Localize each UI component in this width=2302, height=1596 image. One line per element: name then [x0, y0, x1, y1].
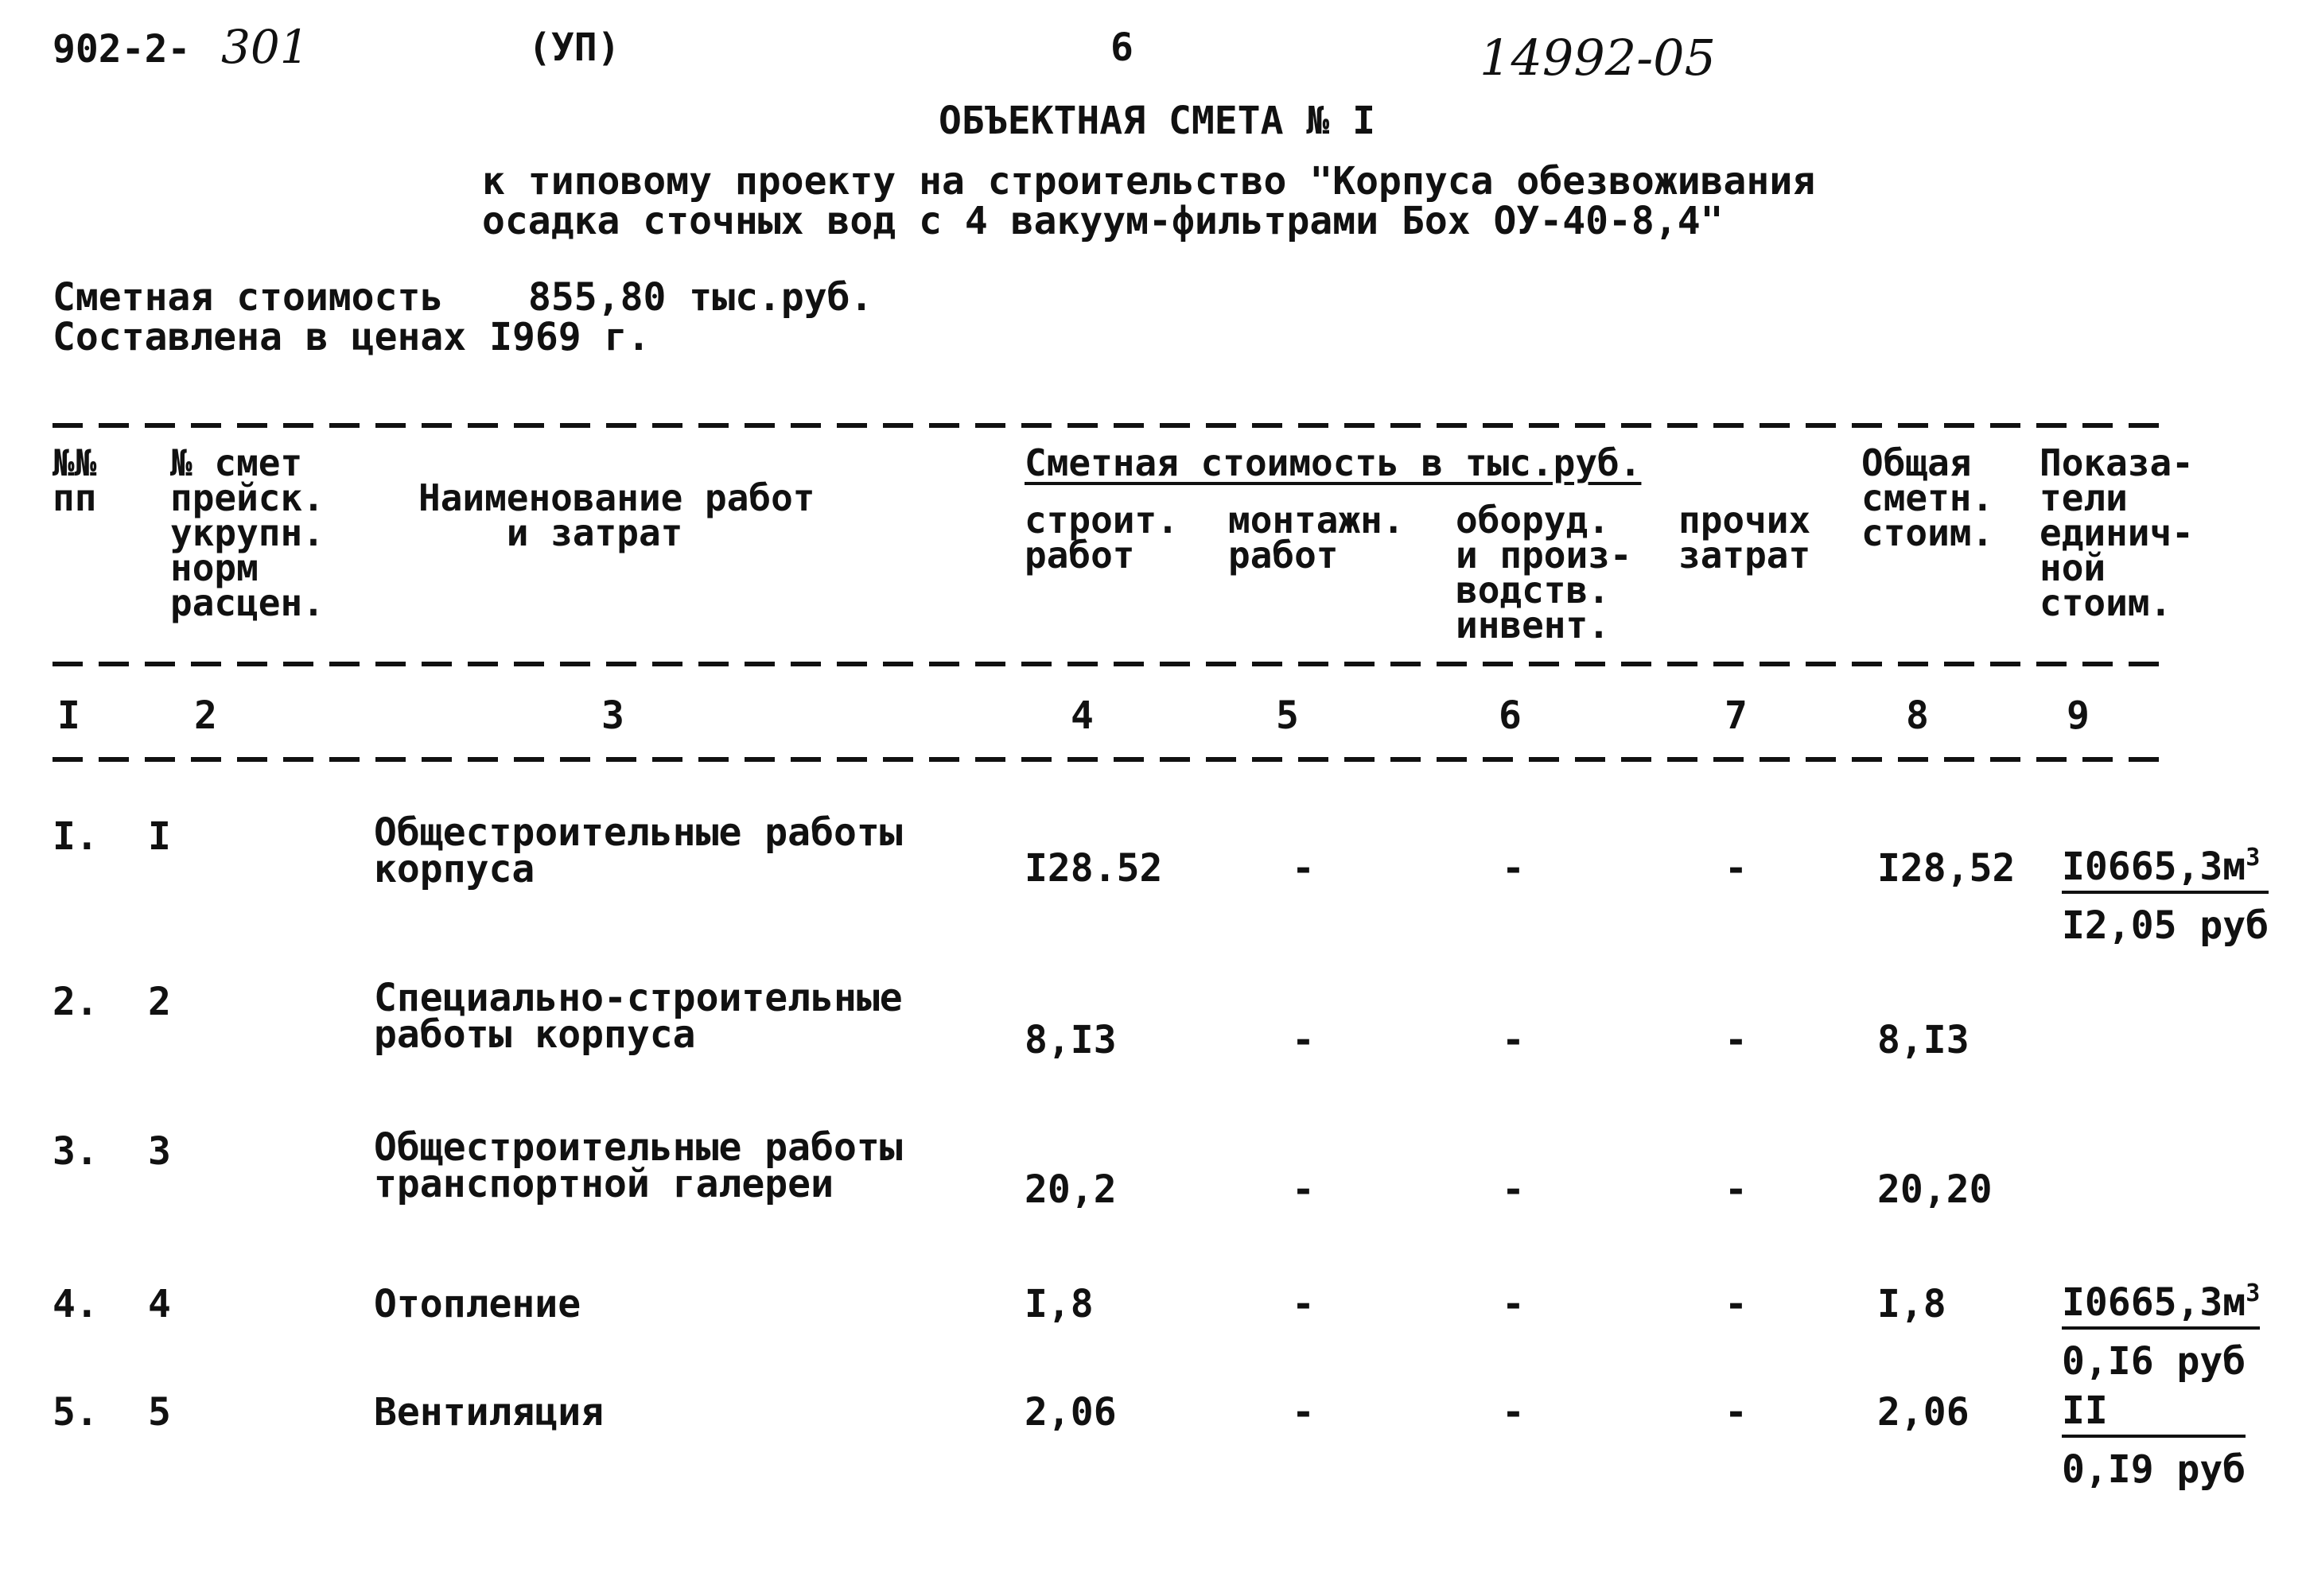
title-line-2: осадка сточных вод с 4 вакуум-фильтрами Бох ОУ-40-8,4"	[482, 199, 1724, 243]
header-work-name: Наименование работ и затрат	[418, 476, 815, 554]
document-title: ОБЪЕКТНАЯ СМЕТА № I	[939, 99, 1376, 143]
row-construction-cost: 8,I3	[1025, 1018, 1117, 1062]
header-cost-group: Сметная стоимость в тыс.руб.	[1025, 441, 1642, 484]
document-code: 902-2-	[52, 27, 191, 72]
row-estimate-code: 5	[148, 1390, 171, 1435]
indicator-exponent: 3	[2246, 1280, 2261, 1307]
header-estimate-code: № смет прейск. укрупн. норм расцен.	[170, 441, 325, 624]
row-work-name: Вентиляция	[374, 1390, 604, 1435]
col-number-9: 9	[2067, 693, 2090, 738]
header-bottom-rule	[52, 662, 2160, 666]
row-total-cost: 2,06	[1877, 1390, 1970, 1435]
header-unit-indicators: Показа- тели единич- ной стоим.	[2040, 441, 2194, 624]
header-installation-works: монтажн. работ	[1228, 499, 1405, 577]
row-installation-cost: -	[1292, 1390, 1315, 1435]
row-number: 4.	[52, 1282, 99, 1326]
col-number-4: 4	[1071, 693, 1094, 738]
row-equipment-cost: -	[1502, 1390, 1525, 1435]
header-equipment: оборуд. и произ- водств. инвент.	[1456, 499, 1632, 647]
row-total-cost: 8,I3	[1877, 1018, 1970, 1062]
row-unit-indicator	[2062, 844, 2269, 948]
row-work-name: Общестроительные работы корпуса	[374, 810, 903, 891]
row-equipment-cost: -	[1502, 1018, 1525, 1062]
row-total-cost: I,8	[1877, 1282, 1946, 1326]
col-numbers-bottom-rule	[52, 757, 2160, 762]
row-estimate-code: 4	[148, 1282, 171, 1326]
row-estimate-code: I	[148, 814, 171, 859]
edition-label: (УП)	[528, 25, 620, 70]
estimated-cost-label: Сметная стоимость	[52, 275, 444, 320]
header-row-number: №№ пп	[52, 441, 97, 519]
page-number: 6	[1110, 25, 1134, 70]
estimated-cost-value: 855,80 тыс.руб.	[528, 275, 873, 320]
indicator-unit-price: 0,I6 руб	[2062, 1339, 2246, 1384]
row-work-name: Общестроительные работы транспортной галереи	[374, 1125, 903, 1206]
col-number-8: 8	[1906, 693, 1929, 738]
row-other-cost: -	[1725, 1282, 1748, 1326]
col-number-1: I	[57, 693, 80, 738]
row-other-cost: -	[1725, 1018, 1748, 1062]
row-other-cost: -	[1725, 1167, 1748, 1212]
row-total-cost: 20,20	[1877, 1167, 1993, 1212]
row-estimate-code: 2	[148, 980, 171, 1024]
row-construction-cost: I28.52	[1025, 846, 1163, 891]
indicator-exponent: 3	[2246, 844, 2261, 872]
col-number-2: 2	[194, 693, 217, 738]
row-unit-indicator	[2062, 1388, 2246, 1492]
indicator-volume: I0665,3м	[2062, 1280, 2246, 1325]
col-number-5: 5	[1276, 693, 1299, 738]
row-installation-cost: -	[1292, 1167, 1315, 1212]
row-unit-indicator	[2062, 1280, 2261, 1384]
indicator-unit-price: I2,05 руб	[2062, 903, 2269, 948]
row-equipment-cost: -	[1502, 1282, 1525, 1326]
row-equipment-cost: -	[1502, 1167, 1525, 1212]
row-construction-cost: I,8	[1025, 1282, 1094, 1326]
row-total-cost: I28,52	[1877, 846, 2016, 891]
row-work-name: Специально-строительные работы корпуса	[374, 976, 903, 1057]
row-other-cost: -	[1725, 846, 1748, 891]
col-number-3: 3	[601, 693, 624, 738]
inventory-number-handwritten: 14992-05	[1480, 29, 1717, 87]
title-line-1: к типовому проекту на строительство "Корпуса обезвоживания	[482, 159, 1816, 204]
prices-year-line: Составлена в ценах I969 г.	[52, 315, 651, 359]
indicator-unit-price: 0,I9 руб	[2062, 1447, 2246, 1492]
row-number: 5.	[52, 1390, 99, 1435]
row-installation-cost: -	[1292, 1282, 1315, 1326]
document-code-handwritten: 301	[221, 20, 309, 74]
table-top-rule	[52, 423, 2160, 428]
row-construction-cost: 2,06	[1025, 1390, 1117, 1435]
col-number-7: 7	[1725, 693, 1748, 738]
row-installation-cost: -	[1292, 1018, 1315, 1062]
header-total-cost: Общая сметн. стоим.	[1861, 441, 1994, 554]
header-construction-works: строит. работ	[1025, 499, 1179, 577]
row-construction-cost: 20,2	[1025, 1167, 1117, 1212]
header-other-costs: прочих затрат	[1678, 499, 1811, 577]
row-equipment-cost: -	[1502, 846, 1525, 891]
row-number: I.	[52, 814, 99, 859]
col-number-6: 6	[1499, 693, 1522, 738]
row-number: 2.	[52, 980, 99, 1024]
row-other-cost: -	[1725, 1390, 1748, 1435]
row-estimate-code: 3	[148, 1129, 171, 1174]
row-work-name: Отопление	[374, 1282, 581, 1326]
row-installation-cost: -	[1292, 846, 1315, 891]
indicator-volume: II	[2062, 1388, 2108, 1433]
row-number: 3.	[52, 1129, 99, 1174]
indicator-volume: I0665,3м	[2062, 845, 2246, 889]
